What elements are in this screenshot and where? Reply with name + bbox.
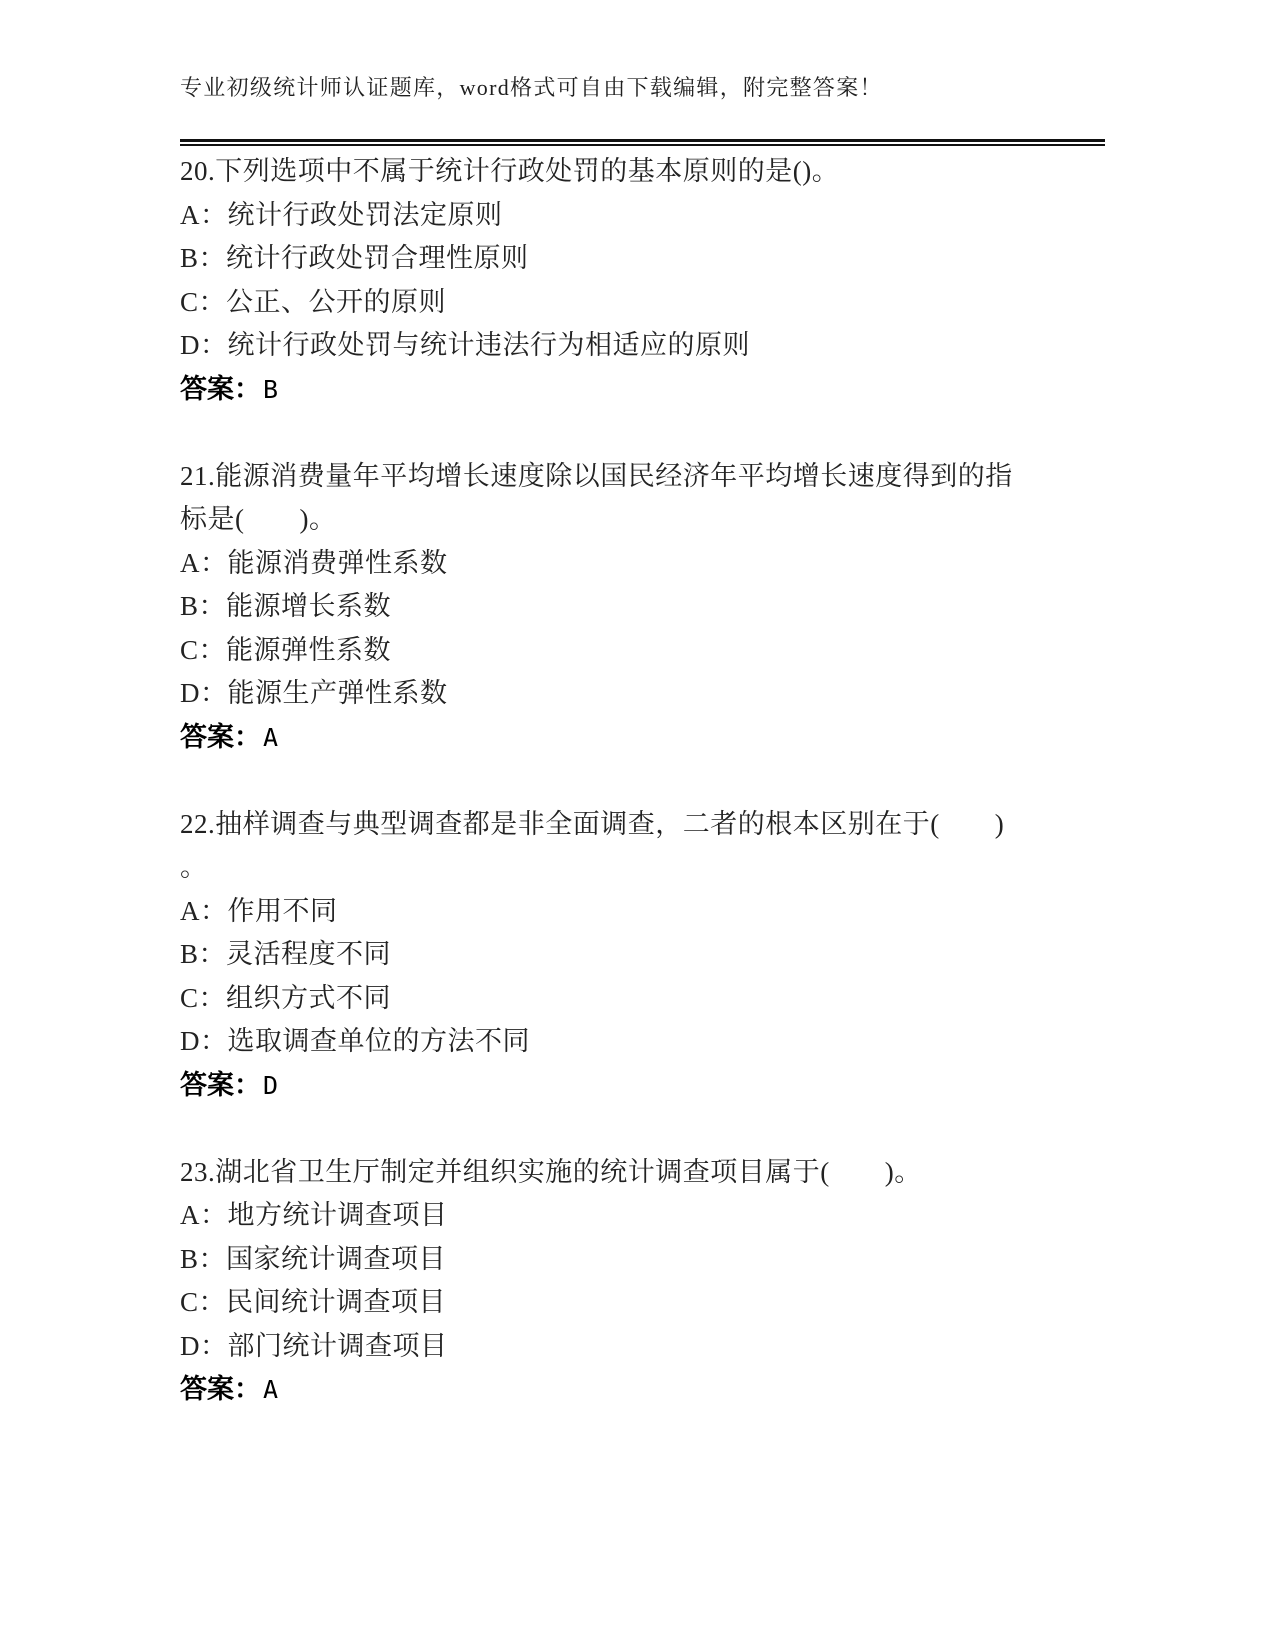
question-22 (180, 803, 1180, 1108)
header-rule-thick (180, 139, 1105, 142)
question-list (180, 150, 1180, 1412)
answer-value: B (263, 374, 279, 404)
option-b: B：国家统计调查项目 (180, 1243, 447, 1274)
option-c: C：民间统计调查项目 (180, 1287, 447, 1317)
answer-value: D (263, 1070, 279, 1100)
question-23 (180, 1151, 1180, 1412)
question-text: 22.抽样调查与典型调查都是非全面调查，二者的根本区别在于( ) (180, 808, 1005, 839)
option-a: A：能源消费弹性系数 (180, 547, 448, 578)
answer (180, 1368, 1180, 1412)
page-header-text: 专业初级统计师认证题库，word格式可自由下载编辑，附完整答案！ (180, 75, 883, 100)
question-text-continued: 标是( )。 (180, 504, 337, 534)
option-d: D：能源生产弹性系数 (180, 678, 448, 708)
option-a: A：统计行政处罚法定原则 (180, 199, 503, 230)
answer-value: A (263, 1375, 279, 1404)
answer (180, 368, 1180, 412)
answer (180, 716, 1180, 760)
question-text: 21.能源消费量年平均增长速度除以国民经济年平均增长速度得到的指 (180, 460, 1013, 491)
option-b: B：统计行政处罚合理性原则 (180, 243, 529, 273)
option-d: D：选取调查单位的方法不同 (180, 1026, 530, 1056)
answer-prefix: 答案： (180, 1069, 261, 1101)
option-a: A：地方统计调查项目 (180, 1200, 448, 1230)
answer-prefix: 答案： (180, 1374, 261, 1405)
header-rule-thin (180, 144, 1105, 146)
question-text: 23.湖北省卫生厅制定并组织实施的统计调查项目属于( )。 (180, 1156, 922, 1187)
question-text: 20.下列选项中不属于统计行政处罚的基本原则的是()。 (180, 156, 840, 186)
option-a: A：作用不同 (180, 895, 338, 926)
option-d: D：部门统计调查项目 (180, 1330, 448, 1361)
question-21 (180, 455, 1180, 760)
option-c: C：公正、公开的原则 (180, 286, 447, 317)
answer (180, 1064, 1180, 1108)
option-d: D：统计行政处罚与统计违法行为相适应的原则 (180, 330, 750, 360)
answer-value: A (263, 722, 279, 752)
option-b: B：灵活程度不同 (180, 939, 392, 969)
question-text-continued: 。 (180, 852, 208, 882)
answer-prefix: 答案： (180, 373, 261, 405)
option-c: C：能源弹性系数 (180, 634, 392, 665)
question-20 (180, 150, 1180, 411)
option-c: C：组织方式不同 (180, 982, 392, 1013)
answer-prefix: 答案： (180, 721, 261, 753)
option-b: B：能源增长系数 (180, 591, 392, 621)
